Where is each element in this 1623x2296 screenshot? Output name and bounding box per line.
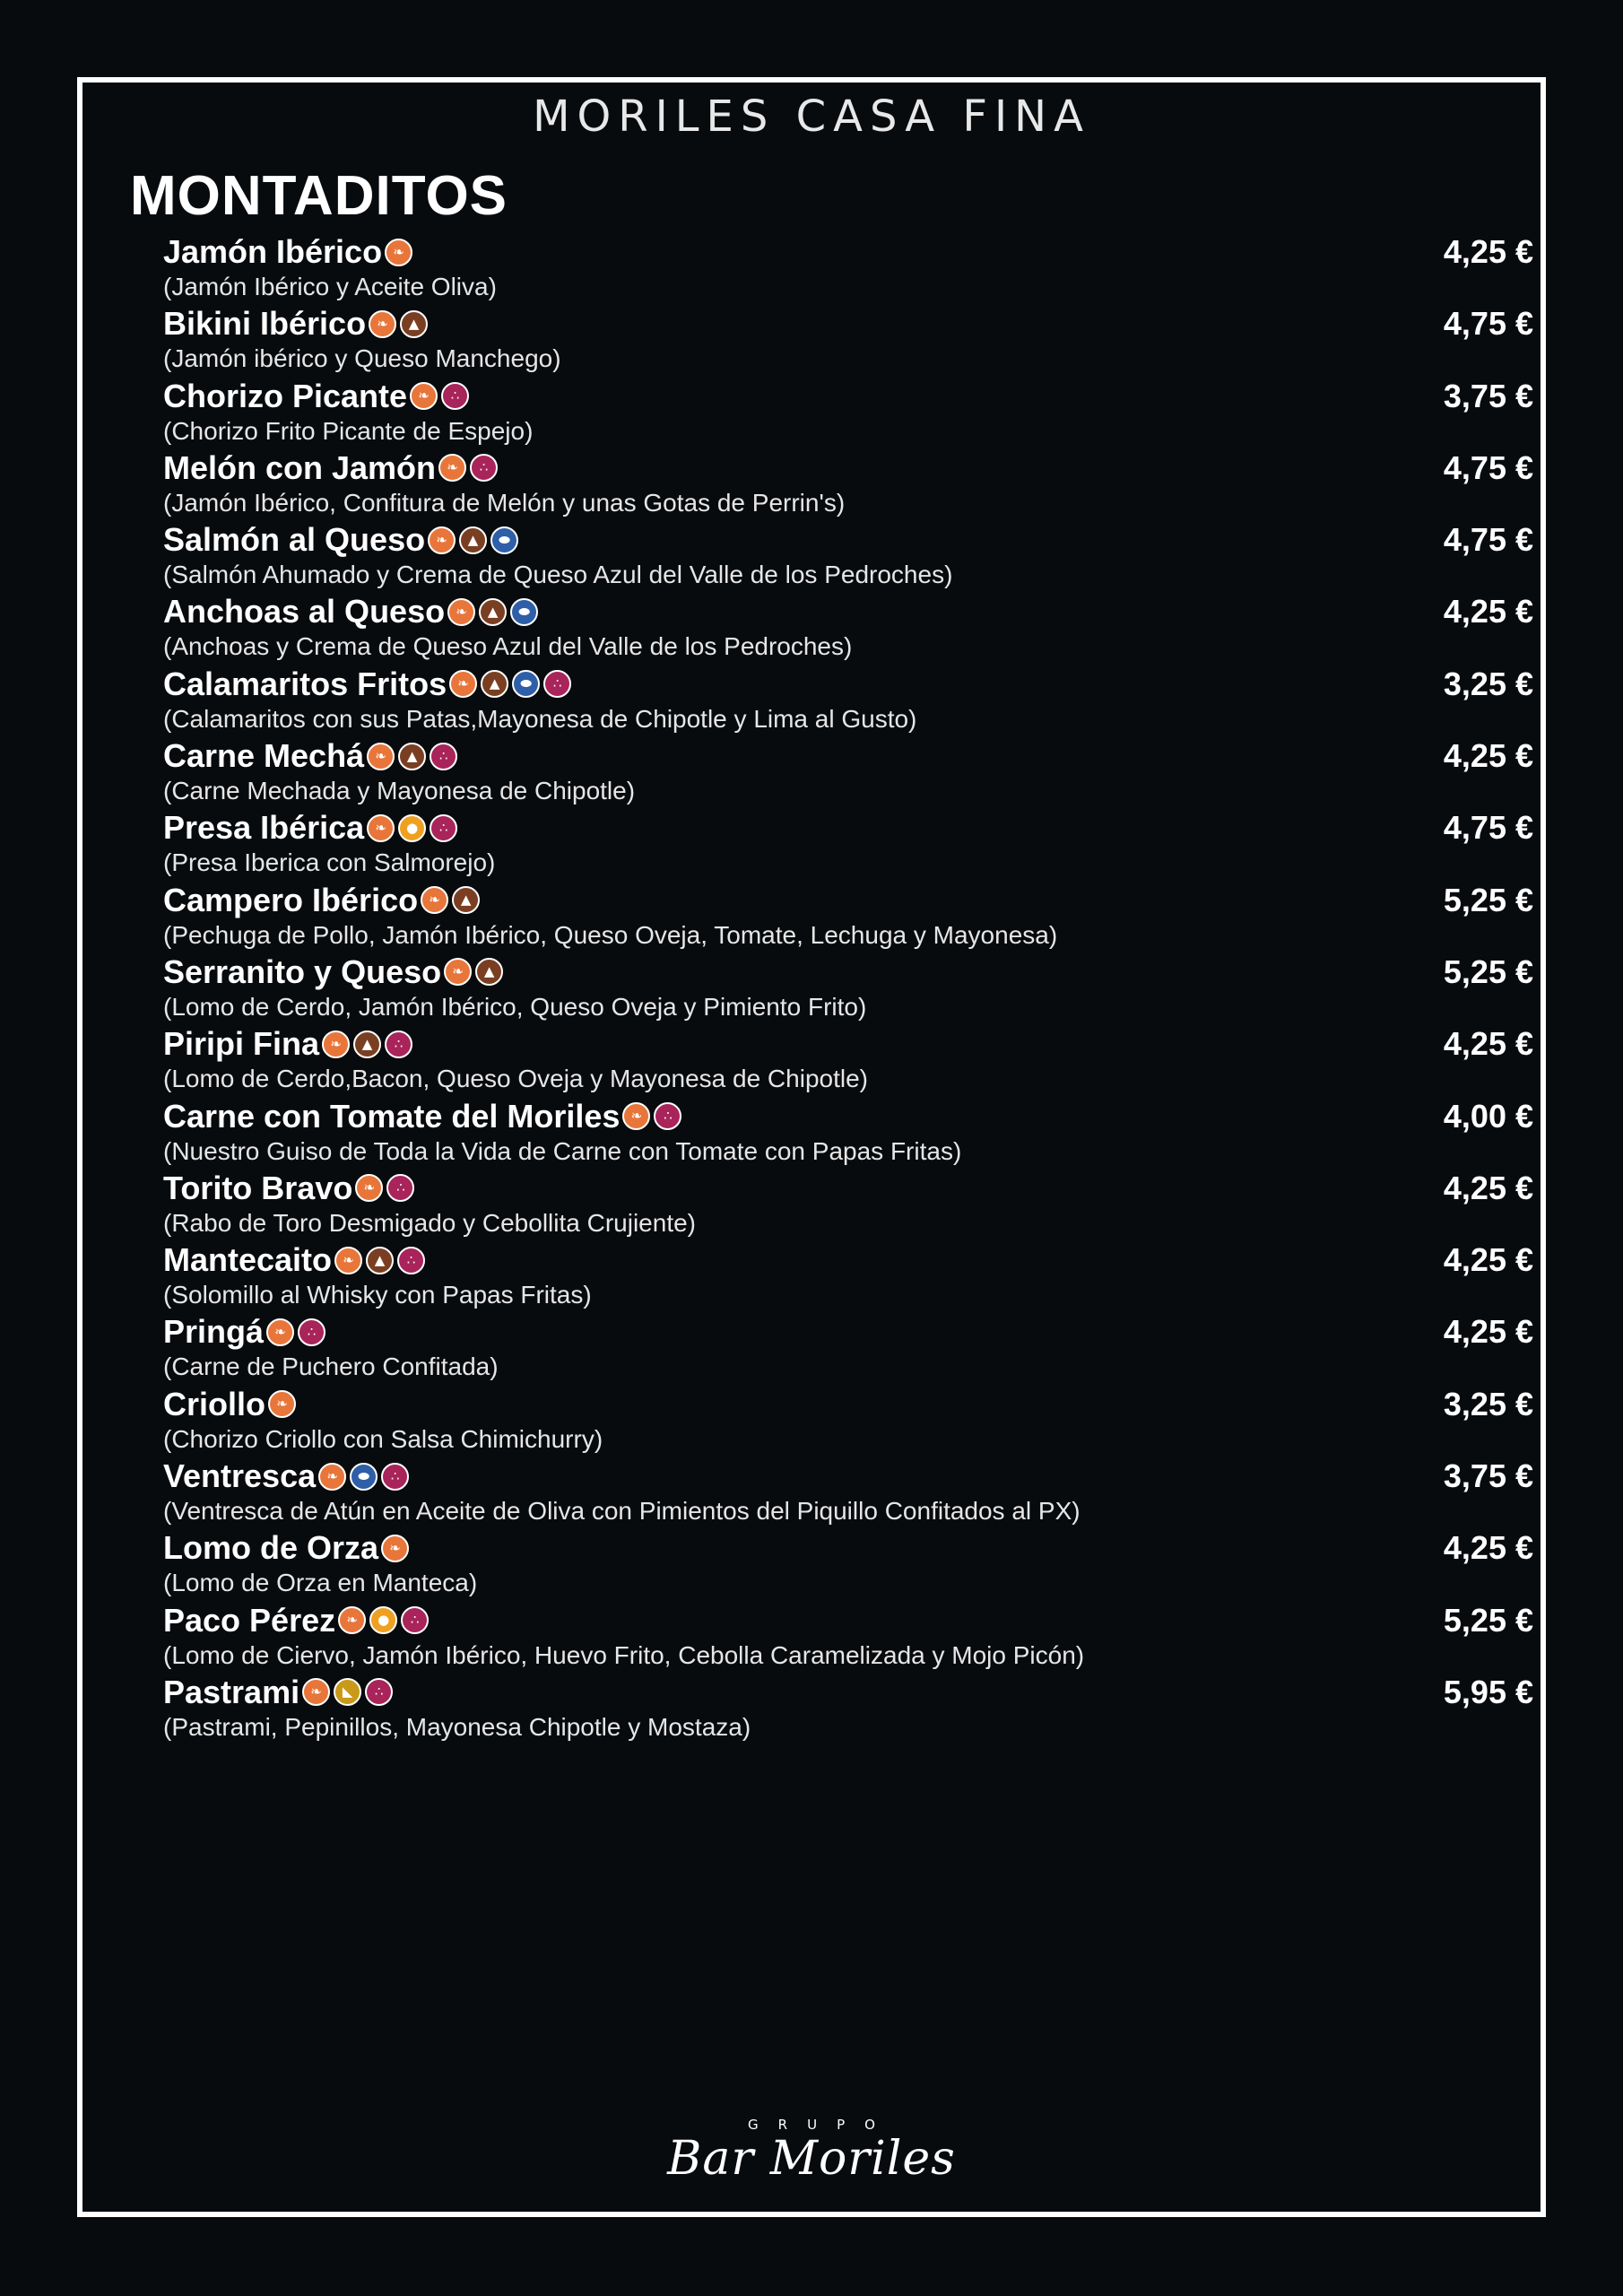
- menu-item-name: Piripi Fina: [163, 1025, 320, 1063]
- menu-item-description: (Chorizo Criollo con Salsa Chimichurry): [163, 1424, 603, 1453]
- section-title: MONTADITOS: [130, 165, 508, 227]
- menu-item: [163, 376, 1533, 448]
- menu-item-name: Pringá: [163, 1313, 265, 1351]
- menu-item: [163, 591, 1533, 663]
- menu-item: [163, 1311, 1533, 1383]
- grapes-icon: ∴: [654, 1102, 681, 1130]
- wheat-icon: ❧: [410, 382, 438, 410]
- allergen-icons: [444, 958, 507, 986]
- menu-item-name: Carne Mechá: [163, 737, 365, 775]
- wheat-icon: ❧: [302, 1678, 330, 1706]
- menu-item-name: Melón con Jamón: [163, 448, 437, 486]
- allergen-icons: [438, 454, 501, 482]
- wheat-icon: ❧: [428, 526, 456, 554]
- menu-item: [163, 880, 1533, 952]
- menu-item-description: (Ventresca de Atún en Aceite de Oliva con Pimientos del Piquillo Confitados al PX): [163, 1497, 1081, 1526]
- menu-item-price: 4,25 €: [1443, 737, 1533, 775]
- menu-item: [163, 519, 1533, 591]
- menu-item-price: 3,75 €: [1443, 377, 1533, 414]
- wheat-icon: ❧: [367, 814, 395, 842]
- menu-item-name: Presa Ibérica: [163, 809, 365, 847]
- menu-item-header: [163, 303, 1533, 344]
- fish-icon: ⬬: [350, 1463, 378, 1491]
- grapes-icon: ∴: [401, 1606, 429, 1634]
- menu-item-description: (Pastrami, Pepinillos, Mayonesa Chipotle y Mostaza): [163, 1712, 751, 1741]
- menu-item-header: [163, 1600, 1533, 1641]
- menu-item-description: (Chorizo Frito Picante de Espejo): [163, 416, 534, 445]
- menu-item: [163, 1096, 1533, 1168]
- wheat-icon: ❧: [444, 958, 472, 986]
- menu-item: [163, 448, 1533, 519]
- grapes-icon: ∴: [430, 743, 457, 770]
- menu-item-header: [163, 519, 1533, 561]
- menu-item-description: (Anchoas y Crema de Queso Azul del Valle de los Pedroches): [163, 632, 853, 661]
- menu-item-price: 4,25 €: [1443, 593, 1533, 631]
- menu-item-name: Lomo de Orza: [163, 1529, 379, 1567]
- menu-item-name: Chorizo Picante: [163, 377, 408, 414]
- allergen-icons: [355, 1174, 418, 1202]
- group-logo: [0, 2117, 1623, 2185]
- allergen-icons: [428, 526, 522, 554]
- grapes-icon: ∴: [298, 1318, 325, 1346]
- menu-item-name: Ventresca: [163, 1457, 317, 1495]
- allergen-icons: [449, 670, 575, 698]
- grapes-icon: ∴: [397, 1247, 425, 1274]
- wheat-icon: ❧: [367, 743, 395, 770]
- menu-item: [163, 1239, 1533, 1311]
- menu-item-description: (Calamaritos con sus Patas,Mayonesa de Chipotle y Lima al Gusto): [163, 704, 917, 733]
- menu-item-description: (Jamón ibérico y Queso Manchego): [163, 344, 561, 373]
- grapes-icon: ∴: [365, 1678, 393, 1706]
- menu-item-description: (Lomo de Cerdo,Bacon, Queso Oveja y Mayonesa de Chipotle): [163, 1065, 868, 1093]
- menu-item-header: [163, 664, 1533, 705]
- grapes-icon: ∴: [381, 1463, 409, 1491]
- menu-item-description: (Lomo de Orza en Manteca): [163, 1569, 478, 1597]
- grapes-icon: ∴: [386, 1174, 414, 1202]
- allergen-icons: [385, 239, 416, 266]
- menu-item-price: 3,25 €: [1443, 665, 1533, 702]
- menu-item-header: [163, 591, 1533, 632]
- menu-item-header: [163, 807, 1533, 848]
- logo-brand-name: Bar Moriles: [667, 2132, 956, 2186]
- menu-item-price: 5,25 €: [1443, 952, 1533, 990]
- menu-item-price: 4,75 €: [1443, 448, 1533, 486]
- wheat-icon: ❧: [421, 886, 448, 914]
- menu-item-description: (Lomo de Cerdo, Jamón Ibérico, Queso Oveja y Pimiento Frito): [163, 992, 867, 1021]
- menu-item-header: [163, 1311, 1533, 1352]
- allergen-icons: [622, 1102, 685, 1130]
- menu-list: [163, 231, 1533, 1744]
- fish-icon: ⬬: [490, 526, 518, 554]
- menu-item-name: Mantecaito: [163, 1241, 333, 1279]
- menu-item-name: Torito Bravo: [163, 1169, 353, 1206]
- allergen-icons: [318, 1463, 412, 1491]
- menu-item-description: (Pechuga de Pollo, Jamón Ibérico, Queso Oveja, Tomate, Lechuga y Mayonesa): [163, 920, 1058, 949]
- menu-item: [163, 1600, 1533, 1672]
- menu-item-name: Pastrami: [163, 1673, 300, 1710]
- menu-item-price: 4,75 €: [1443, 305, 1533, 343]
- grapes-icon: ∴: [543, 670, 571, 698]
- menu-item-header: [163, 1384, 1533, 1425]
- menu-item-header: [163, 1168, 1533, 1209]
- menu-item-header: [163, 1239, 1533, 1281]
- milk-jug-icon: ▲: [459, 526, 487, 554]
- menu-item-price: 4,75 €: [1443, 809, 1533, 847]
- menu-item-price: 5,25 €: [1443, 881, 1533, 918]
- menu-item-name: Salmón al Queso: [163, 521, 426, 559]
- wheat-icon: ❧: [369, 310, 396, 338]
- menu-item: [163, 1384, 1533, 1456]
- menu-item: [163, 1023, 1533, 1095]
- menu-item-description: (Lomo de Ciervo, Jamón Ibérico, Huevo Frito, Cebolla Caramelizada y Mojo Picón): [163, 1640, 1085, 1669]
- milk-jug-icon: ▲: [452, 886, 480, 914]
- menu-item-header: [163, 952, 1533, 993]
- menu-item-name: Bikini Ibérico: [163, 305, 367, 343]
- egg-icon: ●: [398, 814, 426, 842]
- menu-item-price: 3,25 €: [1443, 1385, 1533, 1422]
- allergen-icons: [381, 1535, 412, 1562]
- wheat-icon: ❧: [622, 1102, 650, 1130]
- allergen-icons: [367, 814, 461, 842]
- milk-jug-icon: ▲: [481, 670, 508, 698]
- menu-item-price: 4,25 €: [1443, 1241, 1533, 1279]
- allergen-icons: [268, 1390, 299, 1418]
- wheat-icon: ❧: [385, 239, 412, 266]
- grapes-icon: ∴: [430, 814, 457, 842]
- menu-item-header: [163, 1023, 1533, 1065]
- menu-item-description: (Carne de Puchero Confitada): [163, 1352, 499, 1381]
- menu-item-header: [163, 1456, 1533, 1497]
- menu-item-header: [163, 880, 1533, 921]
- allergen-icons: [410, 382, 473, 410]
- menu-item-header: [163, 376, 1533, 417]
- menu-item-header: [163, 231, 1533, 273]
- milk-jug-icon: ▲: [366, 1247, 394, 1274]
- wheat-icon: ❧: [449, 670, 477, 698]
- milk-jug-icon: ▲: [400, 310, 428, 338]
- grapes-icon: ∴: [441, 382, 469, 410]
- wheat-icon: ❧: [322, 1031, 350, 1058]
- milk-jug-icon: ▲: [398, 743, 426, 770]
- menu-item: [163, 807, 1533, 879]
- allergen-icons: [421, 886, 483, 914]
- wheat-icon: ❧: [355, 1174, 383, 1202]
- menu-item-name: Anchoas al Queso: [163, 593, 446, 631]
- menu-item: [163, 952, 1533, 1023]
- menu-item: [163, 1672, 1533, 1744]
- menu-item-header: [163, 1672, 1533, 1713]
- grapes-icon: ∴: [385, 1031, 412, 1058]
- egg-icon: ●: [369, 1606, 397, 1634]
- menu-item: [163, 1456, 1533, 1527]
- menu-item-description: (Jamón Ibérico, Confitura de Melón y unas Gotas de Perrin's): [163, 488, 846, 517]
- menu-item-name: Calamaritos Fritos: [163, 665, 447, 702]
- menu-item-name: Serranito y Queso: [163, 952, 442, 990]
- menu-item-description: (Rabo de Toro Desmigado y Cebollita Crujiente): [163, 1208, 697, 1237]
- logo-group-label: GRUPO: [748, 2117, 895, 2133]
- menu-item-header: [163, 735, 1533, 777]
- menu-item: [163, 664, 1533, 735]
- wheat-icon: ❧: [438, 454, 466, 482]
- menu-item-price: 3,75 €: [1443, 1457, 1533, 1495]
- menu-item-price: 4,25 €: [1443, 233, 1533, 270]
- menu-item: [163, 1527, 1533, 1599]
- wheat-icon: ❧: [334, 1247, 362, 1274]
- menu-item-price: 4,25 €: [1443, 1529, 1533, 1567]
- milk-jug-icon: ▲: [475, 958, 503, 986]
- menu-item: [163, 231, 1533, 303]
- fish-icon: ⬬: [510, 598, 538, 626]
- menu-item-name: Paco Pérez: [163, 1601, 336, 1639]
- menu-item-price: 5,25 €: [1443, 1601, 1533, 1639]
- milk-jug-icon: ▲: [479, 598, 507, 626]
- menu-item-price: 4,00 €: [1443, 1097, 1533, 1135]
- menu-item-name: Criollo: [163, 1385, 265, 1422]
- restaurant-name: MORILES CASA FINA: [533, 91, 1090, 142]
- menu-item-price: 5,95 €: [1443, 1673, 1533, 1710]
- fish-icon: ⬬: [512, 670, 540, 698]
- grapes-icon: ∴: [470, 454, 498, 482]
- menu-item-header: [163, 1096, 1533, 1137]
- allergen-icons: [367, 743, 461, 770]
- mustard-icon: ◣: [334, 1678, 361, 1706]
- allergen-icons: [266, 1318, 329, 1346]
- wheat-icon: ❧: [338, 1606, 366, 1634]
- allergen-icons: [334, 1247, 429, 1274]
- allergen-icons: [447, 598, 542, 626]
- menu-item-name: Campero Ibérico: [163, 881, 419, 918]
- wheat-icon: ❧: [318, 1463, 346, 1491]
- menu-item: [163, 735, 1533, 807]
- allergen-icons: [322, 1031, 416, 1058]
- menu-item: [163, 303, 1533, 375]
- menu-item-description: (Jamón Ibérico y Aceite Oliva): [163, 273, 497, 300]
- menu-item-price: 4,75 €: [1443, 521, 1533, 559]
- allergen-icons: [302, 1678, 396, 1706]
- wheat-icon: ❧: [268, 1390, 296, 1418]
- menu-item-description: (Nuestro Guiso de Toda la Vida de Carne con Tomate con Papas Fritas): [163, 1136, 962, 1165]
- menu-item: [163, 1168, 1533, 1239]
- menu-item-price: 4,25 €: [1443, 1169, 1533, 1206]
- menu-item-description: (Presa Iberica con Salmorejo): [163, 848, 496, 877]
- menu-item-price: 4,25 €: [1443, 1025, 1533, 1063]
- menu-item-description: (Carne Mechada y Mayonesa de Chipotle): [163, 777, 636, 805]
- menu-item-price: 4,25 €: [1443, 1313, 1533, 1351]
- menu-item-description: (Salmón Ahumado y Crema de Queso Azul del Valle de los Pedroches): [163, 561, 953, 589]
- wheat-icon: ❧: [381, 1535, 409, 1562]
- menu-item-description: (Solomillo al Whisky con Papas Fritas): [163, 1281, 592, 1309]
- milk-jug-icon: ▲: [353, 1031, 381, 1058]
- wheat-icon: ❧: [447, 598, 475, 626]
- menu-item-header: [163, 1527, 1533, 1569]
- menu-item-name: Jamón Ibérico: [163, 233, 383, 270]
- allergen-icons: [369, 310, 431, 338]
- wheat-icon: ❧: [266, 1318, 294, 1346]
- menu-item-name: Carne con Tomate del Moriles: [163, 1097, 621, 1135]
- menu-item-header: [163, 448, 1533, 489]
- allergen-icons: [338, 1606, 432, 1634]
